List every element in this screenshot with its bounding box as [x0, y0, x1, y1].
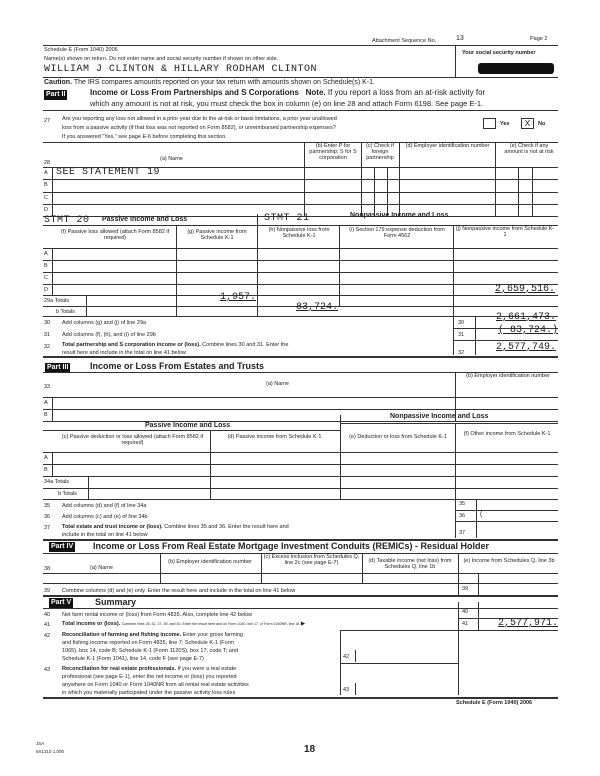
form-id: Schedule E (Form 1040) 2006	[44, 47, 118, 53]
line-27-number: 27	[44, 118, 51, 124]
line-31-value: ( 83,724.)	[497, 325, 558, 336]
line-32-bold: Total partnership and S corporation income or (loss).	[62, 342, 201, 348]
line-43-text-2: professional (see page E-1), enter the net income or (loss) you reported	[62, 674, 237, 680]
line-41-number: 41	[44, 622, 51, 628]
line-31-text: Add columns (f), (h), and (i) of line 29b	[62, 332, 156, 338]
caution-text: The IRS compares amounts reported on your tax return with amounts shown on Schedule(s) K-1.	[73, 79, 375, 86]
line-33-number: 33	[44, 384, 51, 390]
row-d-label: D	[44, 287, 48, 293]
line-27-text-3: If you answered "Yes," see page E-6 before completing this section.	[62, 134, 227, 140]
line-41-text: Combine lines 26, 32, 37, 39, and 40. Enter the result here and on Form 1040, line 17, or Form 1040NR, line 18	[121, 622, 300, 626]
col-c-header: (c) Excess inclusion from Schedules Q, line 2c (see page E-7)	[263, 554, 360, 566]
caution-label: Caution.	[44, 79, 72, 86]
note-label: Note.	[305, 88, 326, 97]
yes-checkbox[interactable]	[483, 118, 496, 129]
line-37-text: Combine lines 35 and 36. Enter the result here and	[164, 524, 289, 530]
line-42-number: 42	[44, 633, 51, 639]
col-f-header: (f) Passive loss allowed (attach Form 8582 if required)	[60, 229, 170, 241]
passive-heading: Passive Income and Loss	[145, 422, 231, 429]
col-d-header: (d) Employer identification number	[405, 143, 490, 149]
part-2-title: Income or Loss From Partnerships and S Corporations	[90, 88, 299, 97]
line-34b-label: b Totals	[58, 491, 77, 497]
line-38-number: 38	[44, 566, 51, 572]
line-42-box-number: 42	[343, 654, 350, 660]
stmt-20: STMT 20	[44, 215, 90, 226]
line-42-text: Enter your gross farming	[182, 632, 243, 638]
row-a-label: A	[44, 400, 48, 406]
form-code: 6X1310 1.000	[36, 749, 65, 754]
line-32-text-2: result here and include in the total on line 41 below	[62, 350, 186, 356]
line-37-text-2: include in the total on line 41 below	[62, 532, 148, 538]
row-a-label: A	[44, 170, 48, 176]
nonpassive-heading: Nonpassive Income and Loss	[390, 413, 489, 420]
line-28-number: 28	[44, 160, 51, 166]
no-label: No	[538, 121, 546, 127]
line-36-value: (	[480, 511, 483, 518]
line-42-text-4: Schedule K-1 (Form 1041), line 14, code F (see page E-7)	[62, 656, 204, 662]
row-d-nonpassive-income: 2,659,516.	[494, 284, 555, 295]
col-i-header: (i) Section 179 expense deduction from Form 4562	[349, 227, 445, 239]
col-g-header: (g) Passive income from Schedule K-1	[187, 229, 247, 241]
sequence-number: 13	[456, 35, 464, 42]
line-43-bold: Reconciliation for real estate professionals.	[62, 666, 177, 672]
line-30-value: 2,661,473.	[495, 312, 556, 323]
line-37-number: 37	[44, 525, 51, 531]
line-30-box-number: 30	[458, 320, 465, 326]
passive-heading: Passive Income and Loss	[102, 216, 188, 223]
part-4-title: Income or Loss From Real Estate Mortgage Investment Conduits (REMICs) - Residual Holder	[93, 541, 490, 551]
line-41-total-income: 2,577,971.	[497, 618, 558, 629]
part-2-badge: Part II	[46, 91, 66, 98]
row-b-label: B	[44, 263, 48, 269]
line-34a-label: 34a Totals	[44, 479, 69, 485]
line-27-text: Are you reporting any loss not allowed in a prior year due to the at-risk or basis limitations, a prior year unallowed	[62, 116, 337, 122]
line-36-box-number: 36	[459, 513, 466, 519]
line-42-bold: Reconciliation of farming and fishing income.	[62, 632, 182, 638]
note-text: If you report a loss from an at-risk activity for	[327, 88, 486, 97]
footer-form-id: Schedule E (Form 1040) 2006	[456, 700, 533, 706]
col-e-header: (e) Check if any amount is not at risk	[504, 143, 554, 155]
line-32-value: 2,577,749.	[495, 342, 556, 353]
line-41-bold: Total income or (loss).	[62, 621, 121, 627]
row-c-label: C	[44, 195, 48, 201]
stmt-21: STMT 21	[264, 213, 310, 224]
col-c-header: (c) Check if foreign partnership	[366, 143, 394, 161]
line-27-text-2: loss from a passive activity (if that loss was not reported on Form 8582), or unreimbursed partnership expenses?	[62, 125, 336, 131]
col-c-header: (c) Passive deduction or loss allowed (attach Form 8582 if required)	[61, 434, 204, 446]
attachment-label: Attachment Sequence No.	[372, 38, 437, 44]
note-text-2: which any amount is not at risk, you must check the box in column (e) on line 28 and attach Form 6198. See page E-1.	[90, 99, 484, 108]
line-31-number: 31	[44, 332, 51, 338]
line-32-box-number: 32	[458, 350, 465, 356]
yes-label: Yes	[500, 121, 510, 127]
line-43-text-4: in which you materially participated under the passive activity loss rules	[62, 690, 236, 696]
line-37-bold: Total estate and trust income or (loss).	[62, 524, 163, 530]
line-39-box-number: 39	[462, 586, 469, 592]
col-b-header: (b) Employer identification number	[466, 373, 550, 379]
line-39-text: Combine columns (d) and (e) only. Enter the result here and include in the total on line 41 below	[62, 588, 296, 594]
total-29a-passive-income: 1,957.	[219, 292, 256, 303]
part-5-badge: Part V	[51, 599, 72, 606]
row-c-label: C	[44, 275, 48, 281]
jsa-label: JSA	[36, 741, 45, 746]
col-j-header: (j) Nonpassive income from Schedule K-1	[455, 226, 555, 238]
line-40-number: 40	[44, 612, 51, 618]
line-30-text: Add columns (g) and (j) of line 29a	[62, 320, 147, 326]
row-b-label: B	[44, 412, 48, 418]
col-b-header: (b) Enter P for partnership; S for S corporation	[309, 143, 357, 161]
col-e-header: (e) Income from Schedules Q, line 3b	[463, 558, 555, 564]
ssn-label: Your social security number	[462, 50, 536, 56]
line-43-text-3: anywhere on Form 1040 or Form 1040NR from all rental real estate activities	[62, 682, 249, 688]
row-a-name: SEE STATEMENT 19	[56, 167, 161, 178]
col-b-header: (b) Employer identification number	[168, 559, 252, 565]
total-29b-nonpassive-loss: 83,724.	[295, 302, 338, 313]
no-checkbox[interactable]: X	[521, 118, 534, 129]
line-29a-label: 29a Totals	[44, 298, 69, 304]
row-a-label: A	[44, 455, 48, 461]
line-32-text: Combine lines 30 and 31. Enter the	[202, 342, 289, 348]
col-d-header: (d) Taxable income (net loss) from Schedules Q, line 1b	[368, 558, 452, 570]
line-32-number: 32	[44, 344, 51, 350]
col-a-header: (a) Name	[90, 565, 113, 571]
col-e-header: (e) Deduction or loss from Schedule K-1	[349, 434, 447, 440]
line-43-number: 43	[44, 667, 51, 673]
col-a-header: (a) Name	[160, 156, 183, 162]
line-36-number: 36	[44, 514, 51, 520]
line-43-box-number: 43	[343, 687, 350, 693]
page-label: Page 2	[530, 36, 548, 42]
line-35-box-number: 35	[459, 501, 466, 507]
ssn-redacted	[478, 63, 554, 74]
name-label: Name(s) shown on return. Do not enter name and social security number if shown on other side.	[44, 56, 279, 62]
part-4-badge: Part IV	[51, 543, 74, 550]
line-42-text-3: 1065), box 14, code B; Schedule K-1 (Form 1120S), box 17, code T; and	[62, 648, 238, 654]
line-37-box-number: 37	[459, 530, 466, 536]
col-a-header: (a) Name	[266, 381, 289, 387]
line-35-number: 35	[44, 503, 51, 509]
col-f-header: (f) Other income from Schedule K-1	[463, 431, 551, 437]
line-36-text: Add columns (c) and (e) of line 34b	[62, 514, 148, 520]
line-30-number: 30	[44, 320, 51, 326]
line-43-text: If you were a real estate	[177, 666, 237, 672]
page-number: 18	[304, 744, 316, 755]
line-31-box-number: 31	[458, 332, 465, 338]
row-b-label: B	[44, 467, 48, 473]
line-41-box-number: 41	[462, 621, 469, 627]
row-d-label: D	[44, 207, 48, 213]
line-39-number: 39	[44, 588, 51, 594]
line-40-text: Net farm rental income or (loss) from Form 4835. Also, complete line 42 below	[62, 612, 253, 618]
nonpassive-heading: Nonpassive Income and Loss	[350, 212, 449, 219]
part-3-badge: Part III	[47, 364, 69, 371]
line-42-text-2: and fishing income reported on Form 4835, line 7; Schedule K-1 (Form	[62, 640, 235, 646]
line-35-text: Add columns (d) and (f) of line 34a	[62, 503, 147, 509]
col-h-header: (h) Nonpassive loss from Schedule K-1	[268, 227, 330, 239]
part-3-title: Income or Loss From Estates and Trusts	[90, 361, 265, 371]
taxpayer-name: WILLIAM J CLINTON & HILLARY RODHAM CLINTON	[44, 64, 318, 75]
col-d-header: (d) Passive income from Schedule K-1	[227, 434, 322, 440]
line-29b-label: b Totals	[56, 309, 75, 315]
line-40-box-number: 40	[462, 609, 469, 615]
part-5-title: Summary	[95, 597, 137, 607]
row-a-label: A	[44, 251, 48, 257]
row-b-label: B	[44, 182, 48, 188]
